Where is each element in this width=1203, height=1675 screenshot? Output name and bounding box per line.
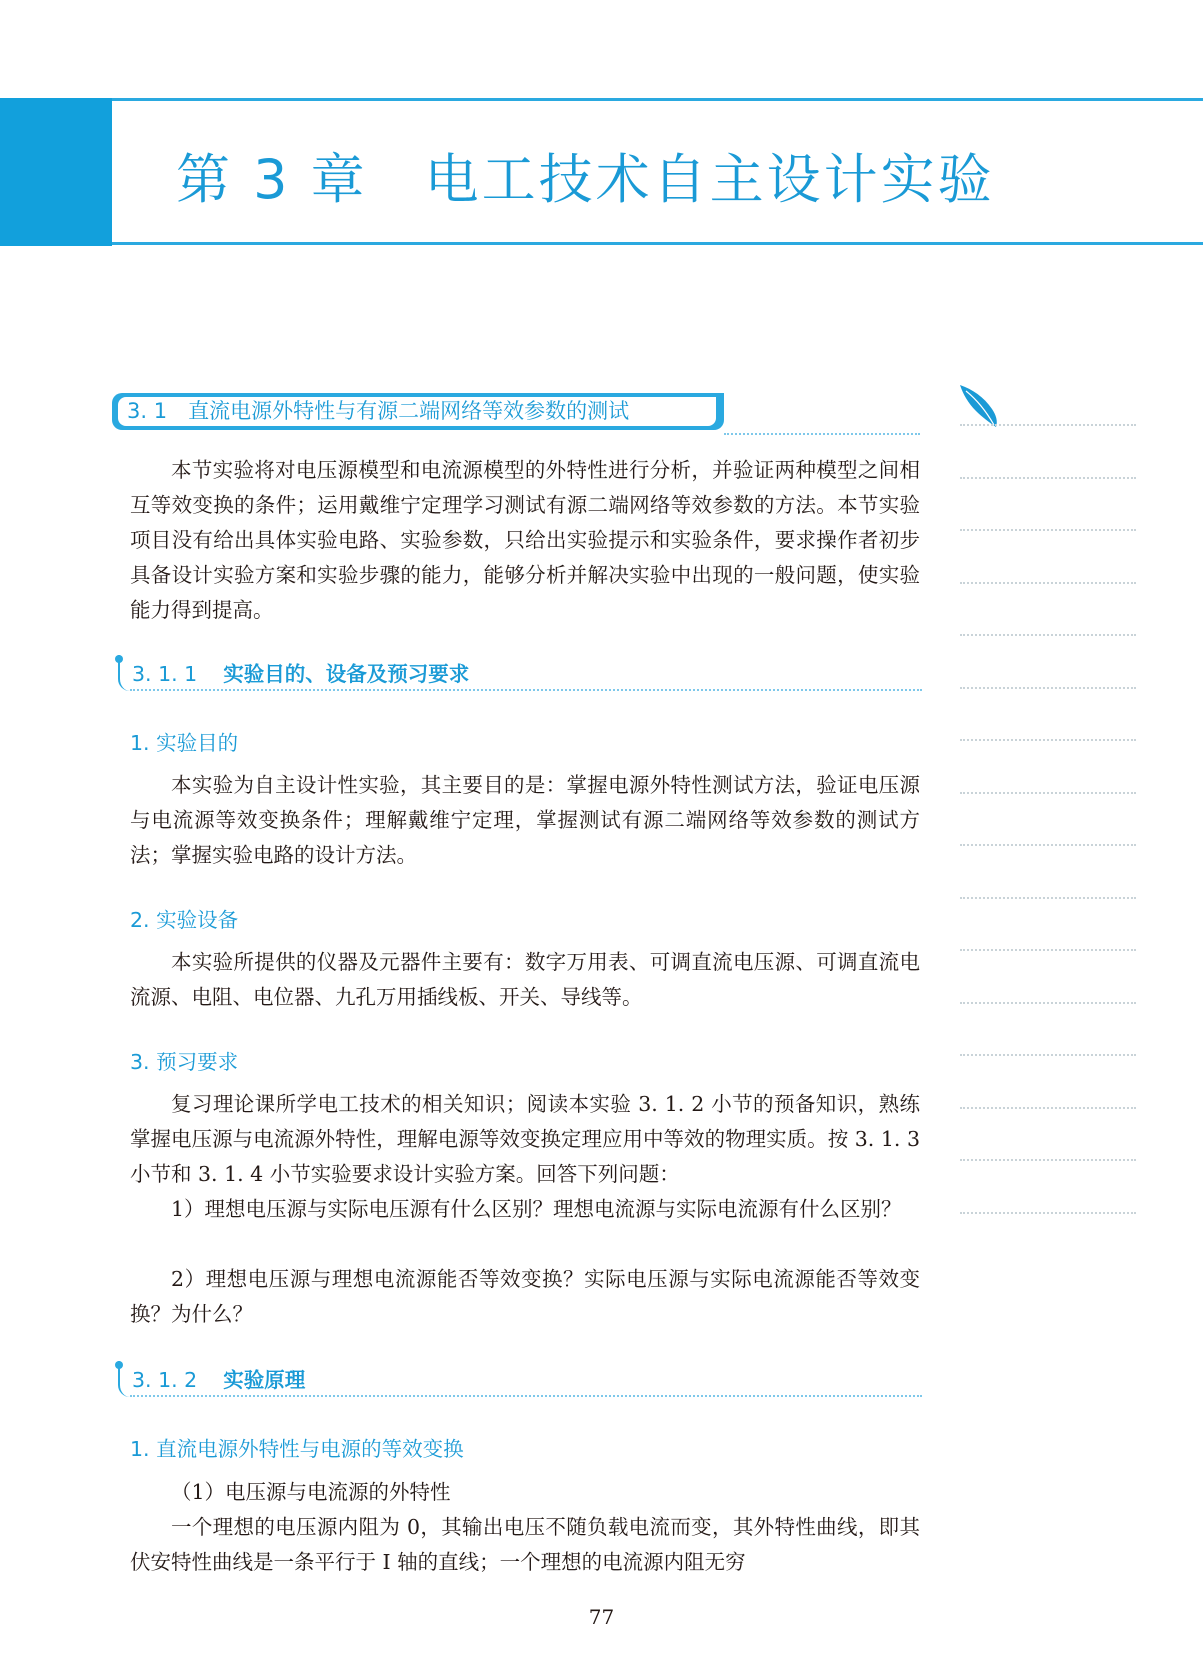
subsection-underline: [130, 689, 922, 691]
margin-line: [960, 687, 1136, 689]
subsection-3-1-1: [118, 655, 922, 691]
purpose-paragraph: 本实验为自主设计性实验，其主要目的是：掌握电源外特性测试方法，验证电压源与电流源等效变换条件；理解戴维宁定理，掌握测试有源二端网络等效参数的测试方法；掌握实验电路的设计方法。: [130, 773, 920, 867]
intro-paragraph: 本节实验将对电压源模型和电流源模型的外特性进行分析，并验证两种模型之间相互等效变换的条件；运用戴维宁定理学习测试有源二端网络等效参数的方法。本节实验项目没有给出具体实验电路、实验参数，只给出实验提示和实验条件，要求操作者初步具备设计实验方案和实验步骤的能力，能够分析并解决实验中出现的一般问题，使实验能力得到提高。: [130, 458, 920, 622]
margin-line: [960, 582, 1136, 584]
margin-line: [960, 477, 1136, 479]
feather-icon: [958, 383, 1002, 429]
question-1: 1）理想电压源与实际电压源有什么区别？理想电流源与实际电流源有什么区别？: [171, 1197, 902, 1221]
bullet-dot: [115, 1361, 123, 1369]
subsection-title: [132, 1363, 305, 1393]
margin-line: [960, 634, 1136, 636]
chapter-title: 第 3 章 电工技术自主设计实验: [176, 148, 995, 211]
subsection-number: 3. 1. 2: [132, 1368, 198, 1392]
margin-line: [960, 844, 1136, 846]
margin-line: [960, 897, 1136, 899]
section-underline: [724, 433, 920, 435]
item-heading-preview: 3. 预习要求: [130, 1050, 239, 1074]
principle-paragraph: 一个理想的电压源内阻为 0，其输出电压不随负载电流而变，其外特性曲线，即其伏安特性曲线是一条平行于 I 轴的直线；一个理想的电流源内阻无穷: [130, 1515, 920, 1574]
margin-line: [960, 1107, 1136, 1109]
margin-line: [960, 424, 1136, 426]
chapter-color-block: [0, 98, 112, 246]
principle-heading: 1. 直流电源外特性与电源的等效变换: [130, 1437, 464, 1461]
equipment-paragraph: 本实验所提供的仪器及元器件主要有：数字万用表、可调直流电压源、可调直流电流源、电阻、电位器、九孔万用插线板、开关、导线等。: [130, 950, 920, 1009]
subsection-label: 实验目的、设备及预习要求: [223, 662, 470, 686]
subsection-title: [132, 657, 469, 687]
question-2: 2）理想电压源与理想电流源能否等效变换？实际电压源与实际电流源能否等效变换？为什么？: [130, 1267, 920, 1326]
margin-line: [960, 949, 1136, 951]
header-rule-top: [112, 98, 1203, 101]
margin-line: [960, 792, 1136, 794]
page-number: 77: [588, 1605, 615, 1629]
subsection-label: 实验原理: [223, 1368, 306, 1392]
subsection-3-1-2: [118, 1361, 922, 1397]
margin-line: [960, 1002, 1136, 1004]
item-heading-equipment: 2. 实验设备: [130, 908, 239, 932]
item-heading-purpose: 1. 实验目的: [130, 731, 239, 755]
subsection-underline: [130, 1395, 922, 1397]
margin-line: [960, 739, 1136, 741]
margin-line: [960, 1212, 1136, 1214]
margin-line: [960, 1159, 1136, 1161]
principle-subheading: （1）电压源与电流源的外特性: [171, 1480, 451, 1504]
header-rule-bottom: [112, 242, 1203, 245]
margin-line: [960, 1054, 1136, 1056]
section-title: 3. 1 直流电源外特性与有源二端网络等效参数的测试: [127, 399, 630, 423]
preview-paragraph: 复习理论课所学电工技术的相关知识；阅读本实验 3. 1. 2 小节的预备知识，熟练掌握电压源与电流源外特性，理解电源等效变换定理应用中等效的物理实质。按 3. 1. 3 小节和 3. 1. 4 小节实验要求设计实验方案。回答下列问题：: [130, 1092, 920, 1186]
subsection-number: 3. 1. 1: [132, 662, 198, 686]
margin-line: [960, 529, 1136, 531]
bullet-dot: [115, 655, 123, 663]
